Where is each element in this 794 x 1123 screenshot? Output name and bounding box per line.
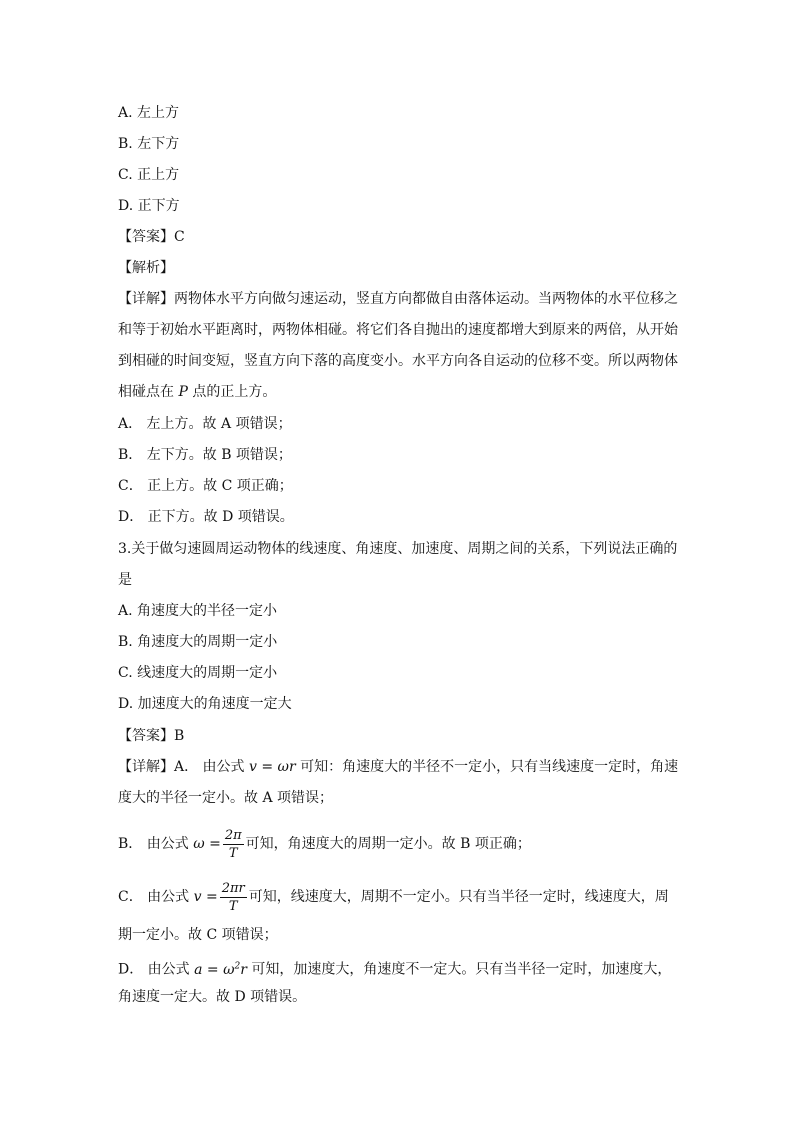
formula-v-omega-r: v = ωr (249, 759, 296, 775)
q3-detail-a-line-2: 度大的半径一定小。故 A 项错误； (118, 790, 334, 806)
detail-text: D． 由公式 (118, 961, 195, 978)
answer-label: 【答案】 (118, 229, 174, 245)
answer-value: B (174, 728, 185, 744)
formula-part: r (240, 961, 247, 978)
fraction-denominator: T (228, 898, 238, 914)
answer-value: C (174, 229, 185, 245)
q2-option-a: A. 左上方 (118, 105, 180, 121)
q3-detail-d-line-2: 角速度一定大。故 D 项错误。 (118, 989, 307, 1005)
q3-detail-d-line-1 (118, 956, 671, 980)
answer-label: 【答案】 (118, 728, 174, 744)
q3-detail-c-line-1 (118, 879, 669, 915)
detail-text: B． 由公式 (118, 836, 194, 852)
q3-stem-line-1: 3.关于做匀速圆周运动物体的线速度、角速度、加速度、周期之间的关系，下列说法正确的 (118, 541, 678, 557)
detail-text: A． 由公式 (174, 759, 250, 775)
formula-part: a = ω (194, 961, 235, 978)
q3-option-a: A. 角速度大的半径一定小 (118, 603, 278, 619)
detail-text: 相碰点在 (118, 384, 179, 400)
q2-detail-line-2: 和等于初始水平距离时，两物体相碰。将它们各自抛出的速度都增大到原来的两倍，从开始 (118, 322, 678, 338)
detail-text: 可知，角速度大的周期一定小。故 B 项正确； (245, 836, 531, 852)
q3-option-b: B. 角速度大的周期一定小 (118, 634, 278, 650)
q2-reason-b: B． 左下方。故 B 项错误； (118, 447, 292, 463)
q3-detail-a-line-1 (118, 757, 678, 777)
fraction-denominator: T (228, 845, 238, 861)
q3-option-d: D. 加速度大的角速度一定大 (118, 696, 292, 712)
detail-text: 可知，加速度大，角速度不一定大。只有当半径一定时，加速度大， (246, 961, 672, 978)
detail-text: 可知：角速度大的半径不一定小，只有当线速度一定时，角速 (295, 759, 679, 775)
formula-exponent: 2 (234, 961, 241, 971)
q3-option-c: C. 线速度大的周期一定小 (118, 665, 278, 681)
q3-detail-c-line-2: 期一定小。故 C 项错误； (118, 927, 278, 943)
q3-stem-line-2: 是 (118, 572, 132, 588)
q2-answer (118, 227, 185, 247)
q2-reason-d: D． 正下方。故 D 项错误。 (118, 509, 294, 525)
q2-option-b: B. 左下方 (118, 136, 180, 152)
q2-detail-line-3: 到相碰的时间变短，竖直方向下落的高度变小。水平方向各自运动的位移不变。所以两物体 (118, 353, 678, 369)
q2-detail-line-1 (118, 289, 678, 309)
q3-detail-b (118, 826, 531, 862)
q2-option-d: D. 正下方 (118, 198, 180, 214)
q2-analysis-label: 【解析】 (118, 260, 174, 276)
formula-omega-lhs: ω = (193, 836, 221, 852)
point-p: P (178, 384, 188, 400)
detail-text: 两物体水平方向做匀速运动，竖直方向都做自由落体运动。当两物体的水平位移之 (174, 291, 678, 307)
q2-reason-a: A． 左上方。故 A 项错误； (118, 416, 292, 432)
q2-option-c: C. 正上方 (118, 167, 180, 183)
q2-reason-c: C． 正上方。故 C 项正确； (118, 478, 293, 494)
formula-v-lhs: v = (193, 889, 218, 905)
formula-fraction (223, 829, 244, 860)
formula-a-omega-sq-r (194, 962, 247, 978)
fraction-numerator: 2π (224, 827, 242, 843)
detail-text: C． 由公式 (118, 889, 194, 905)
q3-answer (118, 726, 184, 746)
fraction-numerator: 2πr (221, 880, 245, 896)
detail-text: 点的正上方。 (187, 384, 277, 400)
detail-label: 【详解】 (118, 759, 174, 775)
q2-detail-line-4 (118, 382, 276, 402)
detail-label: 【详解】 (118, 291, 174, 307)
detail-text: 可知，线速度大，周期不一定小。只有当半径一定时，线速度大，周 (248, 889, 669, 905)
formula-fraction (220, 882, 247, 913)
